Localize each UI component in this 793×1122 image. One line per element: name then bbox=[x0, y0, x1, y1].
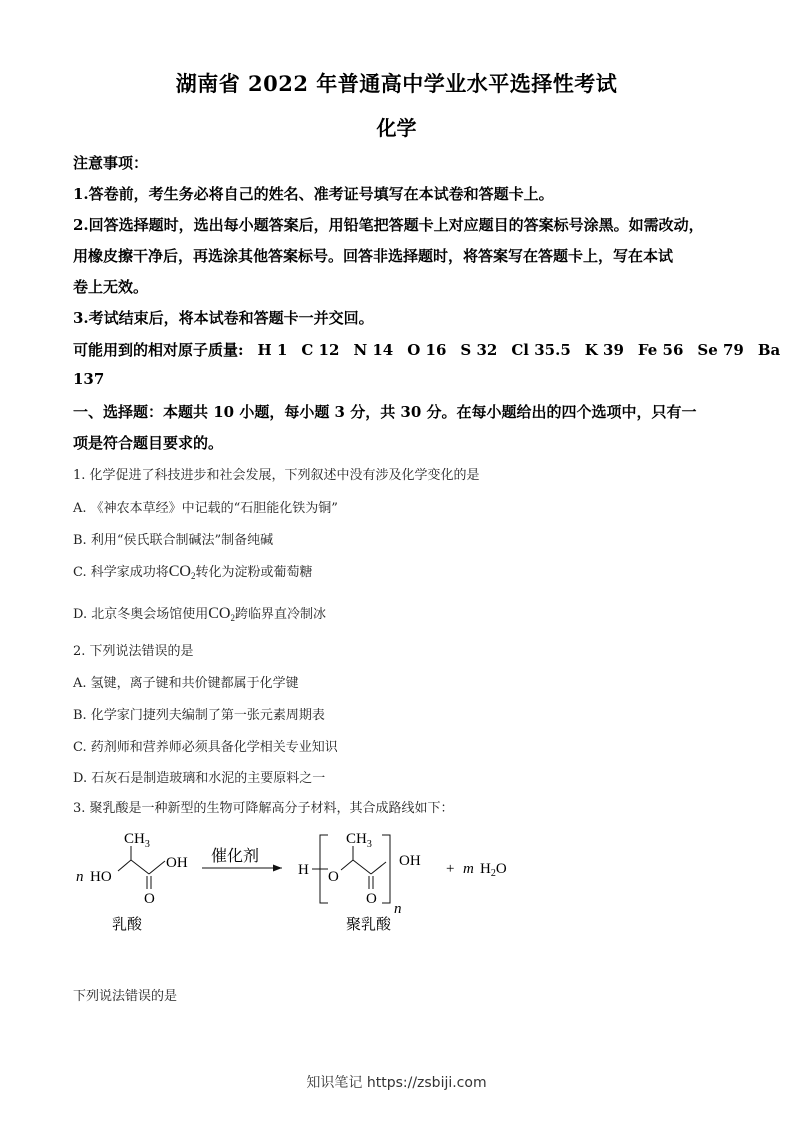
atomic-mass-label: 可能用到的相对原子质量: bbox=[73, 341, 244, 359]
notice-item-3: 3.考试结束后，将本试卷和答题卡一并交回。 bbox=[73, 309, 374, 327]
atomic-mass-item: O 16 bbox=[407, 341, 447, 359]
co2-main: CO bbox=[168, 563, 191, 580]
q3-stem: 3. 聚乳酸是一种新型的生物可降解高分子材料，其合成路线如下： bbox=[73, 801, 454, 816]
atomic-mass-item: N 14 bbox=[353, 341, 394, 359]
ester-oxygen: O bbox=[328, 869, 339, 885]
right-bracket bbox=[382, 835, 390, 903]
subject-title: 化学 bbox=[376, 116, 417, 140]
hydroxyl-oh: OH bbox=[166, 855, 188, 871]
bond bbox=[149, 861, 165, 874]
q1-option-c bbox=[73, 561, 313, 581]
carbonyl-oxygen: O bbox=[366, 891, 377, 907]
bond bbox=[341, 860, 353, 870]
q1-option-a: A. 《神农本草经》中记载的“石胆能化铁为铜” bbox=[73, 501, 338, 516]
q2-stem: 2. 下列说法错误的是 bbox=[73, 644, 194, 659]
exam-title: 湖南省 2022 年普通高中学业水平选择性考试 bbox=[175, 71, 618, 96]
q1-option-d-suffix: 跨临界直冷制冰 bbox=[234, 607, 326, 622]
notice-item-2-line-2: 用橡皮擦干净后，再选涂其他答案标号。回答非选择题时，将答案写在答题卡上，写在本试 bbox=[73, 247, 674, 265]
co2-subscript: 2 bbox=[190, 571, 196, 581]
atomic-mass-item: Se 79 bbox=[697, 341, 744, 359]
co2-formula bbox=[208, 605, 235, 622]
q2-option-d: D. 石灰石是制造玻璃和水泥的主要原料之一 bbox=[73, 771, 326, 786]
bond bbox=[118, 860, 131, 871]
bond bbox=[131, 860, 149, 874]
q1-stem: 1. 化学促进了科技进步和社会发展，下列叙述中没有涉及化学变化的是 bbox=[73, 468, 480, 483]
q3-follow-up: 下列说法错误的是 bbox=[73, 989, 178, 1004]
q1-option-c-suffix: 转化为淀粉或葡萄糖 bbox=[195, 565, 313, 580]
coefficient-m: m bbox=[463, 861, 474, 877]
methyl-group: $CH_3$ bbox=[124, 831, 150, 850]
catalyst-label: 催化剂 bbox=[211, 848, 260, 865]
co2-formula bbox=[169, 563, 196, 580]
bond bbox=[371, 862, 386, 874]
bond bbox=[353, 860, 371, 874]
notice-heading: 注意事项： bbox=[73, 154, 149, 172]
coefficient-n: n bbox=[76, 869, 84, 885]
section-heading-line-1: 一、选择题：本题共 10 小题，每小题 3 分，共 30 分。在每小题给出的四个选项中，只有一 bbox=[73, 403, 697, 421]
q2-option-b: B. 化学家门捷列夫编制了第一张元素周期表 bbox=[73, 708, 325, 723]
q2-option-a: A. 氢键，离子键和共价键都属于化学键 bbox=[73, 676, 299, 691]
terminal-h: H bbox=[298, 862, 309, 878]
co2-subscript: 2 bbox=[230, 613, 235, 623]
reaction-scheme bbox=[70, 825, 540, 940]
carbonyl-oxygen: O bbox=[144, 891, 155, 907]
methyl-group: $CH_3$ bbox=[346, 831, 372, 850]
notice-item-1: 1.答卷前，考生务必将自己的姓名、准考证号填写在本试卷和答题卡上。 bbox=[73, 185, 554, 203]
lactic-acid-label: 乳酸 bbox=[112, 917, 143, 933]
q1-option-c-prefix: C. 科学家成功将 bbox=[73, 565, 169, 580]
terminal-oh: OH bbox=[399, 853, 421, 869]
footer-watermark: 知识笔记 https://zsbiji.com bbox=[306, 1075, 487, 1091]
section-heading-line-2: 项是符合题目要求的。 bbox=[73, 434, 224, 452]
atomic-mass-item: H 1 bbox=[257, 341, 288, 359]
q1-option-b: B. 利用“侯氏联合制碱法”制备纯碱 bbox=[73, 533, 274, 548]
q1-option-d bbox=[73, 603, 326, 623]
atomic-mass-continuation: 137 bbox=[73, 370, 105, 388]
atomic-mass-item: Fe 56 bbox=[637, 341, 684, 359]
arrow-head bbox=[273, 865, 282, 872]
hydroxyl-ho: HO bbox=[90, 869, 112, 885]
repeat-count-n: n bbox=[394, 901, 402, 917]
q2-option-c: C. 药剂师和营养师必须具备化学相关专业知识 bbox=[73, 740, 338, 755]
notice-item-2-line-1: 2.回答选择题时，选出每小题答案后，用铅笔把答题卡上对应题目的答案标号涂黑。如需改动， bbox=[73, 216, 704, 234]
atomic-mass-item: Cl 35.5 bbox=[511, 341, 571, 359]
atomic-mass-item: K 39 bbox=[584, 341, 624, 359]
q1-option-d-prefix: D. 北京冬奥会场馆使用 bbox=[73, 607, 209, 622]
notice-item-2-line-3: 卷上无效。 bbox=[73, 278, 149, 296]
atomic-mass-list bbox=[73, 339, 781, 360]
pla-label: 聚乳酸 bbox=[346, 917, 392, 933]
atomic-mass-item: S 32 bbox=[460, 341, 498, 359]
atomic-mass-item: Ba bbox=[757, 341, 781, 359]
plus-sign: + bbox=[446, 861, 455, 877]
water-formula: $H_2O$ bbox=[480, 861, 507, 879]
co2-main: CO bbox=[208, 605, 231, 622]
atomic-mass-item: C 12 bbox=[301, 341, 340, 359]
